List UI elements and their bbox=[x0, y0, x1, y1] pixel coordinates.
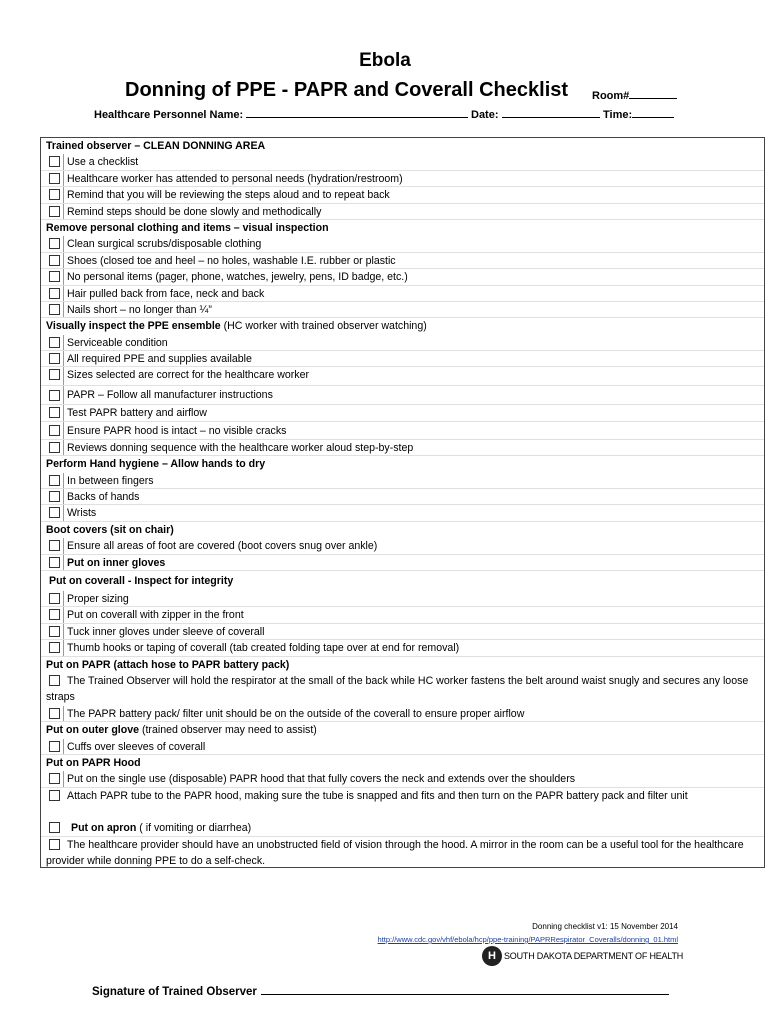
checklist-item[interactable]: The healthcare provider should have an unobstructed field of vision through the hood. A mirror in the room can be a useful tool for the healthcare provider while donning PPE to do a self-check. bbox=[46, 838, 744, 868]
checklist-item[interactable]: Use a checklist bbox=[41, 154, 764, 170]
checkbox[interactable] bbox=[49, 609, 60, 620]
health-logo-icon: H bbox=[482, 946, 502, 966]
section-header: Put on outer glove (trained observer may need to assist) bbox=[46, 724, 317, 737]
checkbox[interactable] bbox=[49, 425, 60, 436]
signature-field[interactable]: Signature of Trained Observer bbox=[92, 982, 669, 998]
checklist-item[interactable]: The PAPR battery pack/ filter unit should be on the outside of the coverall to ensure proper airflow bbox=[41, 706, 764, 722]
section-header: Perform Hand hygiene – Allow hands to dry bbox=[46, 458, 266, 471]
checklist-item[interactable]: Shoes (closed toe and heel – no holes, washable I.E. rubber or plastic bbox=[41, 253, 764, 269]
section-header: Put on PAPR (attach hose to PAPR battery pack) bbox=[46, 658, 290, 671]
checklist-item[interactable]: Nails short – no longer than ¼” bbox=[41, 302, 764, 318]
checkbox[interactable] bbox=[49, 369, 60, 380]
checklist-item[interactable]: Thumb hooks or taping of coverall (tab created folding tape over at end for removal) bbox=[41, 640, 764, 656]
checkbox[interactable] bbox=[49, 173, 60, 184]
checkbox[interactable] bbox=[49, 390, 60, 401]
checklist-item[interactable]: Cuffs over sleeves of coverall bbox=[41, 739, 764, 755]
checkbox[interactable] bbox=[49, 741, 60, 752]
checklist-item[interactable]: In between fingers bbox=[41, 473, 764, 489]
checklist-item[interactable]: Ensure PAPR hood is intact – no visible cracks bbox=[41, 422, 764, 440]
checkbox[interactable] bbox=[49, 773, 60, 784]
version-note: Donning checklist v1: 15 November 2014 bbox=[532, 922, 678, 931]
checklist-item[interactable]: All required PPE and supplies available bbox=[41, 351, 764, 367]
checklist-item[interactable]: Hair pulled back from face, neck and back bbox=[41, 286, 764, 302]
checkbox[interactable] bbox=[49, 790, 60, 801]
checklist-item[interactable]: Serviceable condition bbox=[41, 335, 764, 351]
checkbox[interactable] bbox=[49, 708, 60, 719]
checkbox[interactable] bbox=[49, 271, 60, 282]
checkbox[interactable] bbox=[49, 839, 60, 850]
checkbox[interactable] bbox=[49, 156, 60, 167]
checklist-item[interactable]: Attach PAPR tube to the PAPR hood, making sure the tube is snapped and fits and then turn on the PAPR battery pack and filter unit bbox=[41, 788, 764, 821]
section-header: Put on coverall - Inspect for integrity bbox=[49, 574, 234, 587]
checklist-item[interactable]: Put on inner gloves bbox=[41, 555, 764, 571]
checkbox[interactable] bbox=[49, 189, 60, 200]
checklist-item[interactable]: Healthcare worker has attended to personal needs (hydration/restroom) bbox=[41, 171, 764, 187]
checklist-item[interactable]: Ensure all areas of foot are covered (boot covers snug over ankle) bbox=[41, 538, 764, 554]
checklist-item[interactable]: PAPR – Follow all manufacturer instructions bbox=[41, 386, 764, 405]
checkbox[interactable] bbox=[49, 288, 60, 299]
checkbox[interactable] bbox=[49, 675, 60, 686]
section-header: Remove personal clothing and items – visual inspection bbox=[46, 221, 329, 234]
personnel-name-field[interactable]: Healthcare Personnel Name: bbox=[94, 106, 468, 121]
checkbox[interactable] bbox=[49, 822, 60, 833]
checklist-table bbox=[40, 137, 765, 868]
section-header: Trained observer – CLEAN DONNING AREA bbox=[46, 140, 266, 152]
checklist-item[interactable]: Remind steps should be done slowly and methodically bbox=[41, 204, 764, 220]
checklist-item[interactable]: Reviews donning sequence with the healthcare worker aloud step-by-step bbox=[41, 440, 764, 456]
checklist-item[interactable]: Sizes selected are correct for the healthcare worker bbox=[41, 367, 764, 386]
checkbox[interactable] bbox=[49, 540, 60, 551]
checkbox[interactable] bbox=[49, 626, 60, 637]
checkbox[interactable] bbox=[49, 407, 60, 418]
time-field[interactable]: Time: bbox=[603, 106, 674, 121]
checklist-item[interactable]: Remind that you will be reviewing the steps aloud and to repeat back bbox=[41, 187, 764, 203]
source-link[interactable]: http://www.cdc.gov/vhf/ebola/hcp/ppe-training/PAPRRespirator_Coveralls/donning_01.html bbox=[377, 935, 678, 944]
checkbox[interactable] bbox=[49, 557, 60, 568]
checkbox[interactable] bbox=[49, 475, 60, 486]
checklist-item[interactable]: The Trained Observer will hold the respirator at the small of the back while HC worker fastens the belt around waist snugly and secures any loose straps bbox=[46, 674, 749, 704]
section-header: Visually inspect the PPE ensemble (HC worker with trained observer watching) bbox=[46, 320, 427, 333]
section-header: Put on PAPR Hood bbox=[46, 756, 141, 769]
page-subtitle: Donning of PPE - PAPR and Coverall Checklist bbox=[125, 79, 569, 101]
checkbox[interactable] bbox=[49, 507, 60, 518]
checklist-item[interactable]: Backs of hands bbox=[41, 489, 764, 505]
logo-text: SOUTH DAKOTA DEPARTMENT OF HEALTH bbox=[504, 951, 684, 961]
checkbox[interactable] bbox=[49, 442, 60, 453]
checklist-item[interactable]: Put on coverall with zipper in the front bbox=[41, 607, 764, 623]
checkbox[interactable] bbox=[49, 337, 60, 348]
sd-health-logo bbox=[482, 946, 683, 966]
checkbox[interactable] bbox=[49, 642, 60, 653]
checkbox[interactable] bbox=[49, 353, 60, 364]
checklist-item[interactable]: Tuck inner gloves under sleeve of coverall bbox=[41, 624, 764, 640]
checklist-item[interactable]: Clean surgical scrubs/disposable clothing bbox=[41, 236, 764, 252]
checkbox[interactable] bbox=[49, 255, 60, 266]
checkbox[interactable] bbox=[49, 593, 60, 604]
checklist-item[interactable]: Test PAPR battery and airflow bbox=[41, 405, 764, 421]
checkbox[interactable] bbox=[49, 206, 60, 217]
checklist-item[interactable]: Wrists bbox=[41, 505, 764, 521]
date-field[interactable]: Date: bbox=[471, 106, 600, 121]
checkbox[interactable] bbox=[49, 491, 60, 502]
page-title: Ebola bbox=[359, 50, 411, 71]
section-header: Boot covers (sit on chair) bbox=[46, 523, 174, 536]
checklist-item[interactable]: Proper sizing bbox=[41, 591, 764, 607]
checkbox[interactable] bbox=[49, 238, 60, 249]
checklist-item[interactable]: No personal items (pager, phone, watches, jewelry, pens, ID badge, etc.) bbox=[41, 269, 764, 285]
checklist-item[interactable]: Put on apron ( if vomiting or diarrhea) bbox=[41, 820, 764, 836]
checkbox[interactable] bbox=[49, 304, 60, 315]
room-field[interactable]: Room# bbox=[592, 87, 677, 102]
checklist-item[interactable]: Put on the single use (disposable) PAPR hood that that fully covers the neck and extends over the shoulders bbox=[41, 771, 764, 787]
